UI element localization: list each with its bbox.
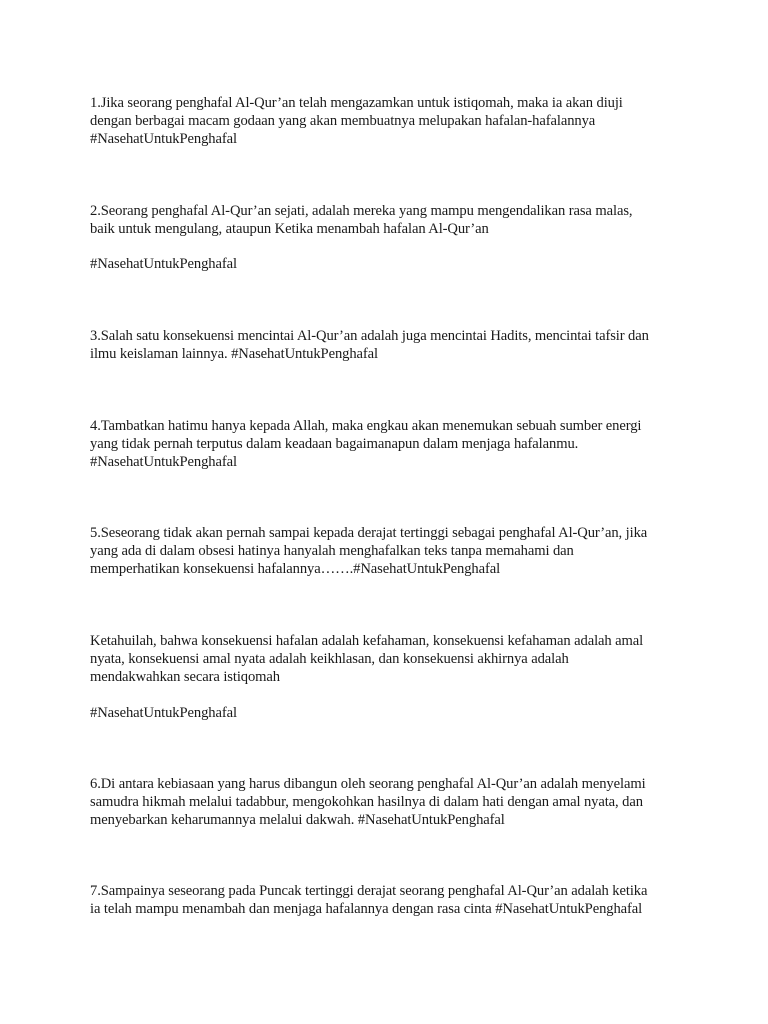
- paragraph-5-line-1: 5.Seseorang tidak akan pernah sampai kepada derajat tertinggi sebagai penghafal Al-Qur’an, jika: [90, 525, 648, 541]
- paragraph-1-line-1: 1.Jika seorang penghafal Al-Qur’an telah mengazamkan untuk istiqomah, maka ia akan diuji: [90, 95, 623, 111]
- paragraph-6-hashtag: #NasehatUntukPenghafal: [90, 705, 237, 721]
- paragraph-2-line-1: 2.Seorang penghafal Al-Qur’an sejati, adalah mereka yang mampu mengendalikan rasa malas,: [90, 203, 633, 219]
- paragraph-1-line-2: dengan berbagai macam godaan yang akan membuatnya melupakan hafalan-hafalannya: [90, 113, 596, 129]
- paragraph-8-line-2: ia telah mampu menambah dan menjaga hafalannya dengan rasa cinta #NasehatUntukPenghafal: [90, 901, 643, 917]
- paragraph-1-hashtag: #NasehatUntukPenghafal: [90, 131, 237, 147]
- paragraph-2-hashtag: #NasehatUntukPenghafal: [90, 256, 237, 272]
- paragraph-4-line-2: yang tidak pernah terputus dalam keadaan bagaimanapun dalam menjaga hafalanmu.: [90, 436, 579, 452]
- paragraph-7-line-2: samudra hikmah melalui tadabbur, mengokohkan hasilnya di dalam hati dengan amal nyata, dan: [90, 794, 643, 810]
- paragraph-7-line-3: menyebarkan keharumannya melalui dakwah. #NasehatUntukPenghafal: [90, 812, 505, 828]
- paragraph-5-line-3: memperhatikan konsekuensi hafalannya…….#NasehatUntukPenghafal: [90, 561, 501, 577]
- paragraph-3-line-2: ilmu keislaman lainnya. #NasehatUntukPenghafal: [90, 346, 379, 362]
- paragraph-2-line-2: baik untuk mengulang, ataupun Ketika menambah hafalan Al-Qur’an: [90, 221, 489, 237]
- paragraph-4-line-1: 4.Tambatkan hatimu hanya kepada Allah, maka engkau akan menemukan sebuah sumber energi: [90, 418, 642, 434]
- paragraph-4-hashtag: #NasehatUntukPenghafal: [90, 454, 237, 470]
- paragraph-6-line-3: mendakwahkan secara istiqomah: [90, 669, 280, 685]
- paragraph-8-line-1: 7.Sampainya seseorang pada Puncak tertinggi derajat seorang penghafal Al-Qur’an adalah ketika: [90, 883, 648, 899]
- paragraph-6-line-1: Ketahuilah, bahwa konsekuensi hafalan adalah kefahaman, konsekuensi kefahaman adalah amal: [90, 633, 644, 649]
- paragraph-7-line-1: 6.Di antara kebiasaan yang harus dibangun oleh seorang penghafal Al-Qur’an adalah menyelami: [90, 776, 646, 792]
- paragraph-6-line-2: nyata, konsekuensi amal nyata adalah keikhlasan, dan konsekuensi akhirnya adalah: [90, 651, 569, 667]
- paragraph-3-line-1: 3.Salah satu konsekuensi mencintai Al-Qur’an adalah juga mencintai Hadits, mencintai tafsir dan: [90, 328, 649, 344]
- paragraph-5-line-2: yang ada di dalam obsesi hatinya hanyalah menghafalkan teks tanpa memahami dan: [90, 543, 574, 559]
